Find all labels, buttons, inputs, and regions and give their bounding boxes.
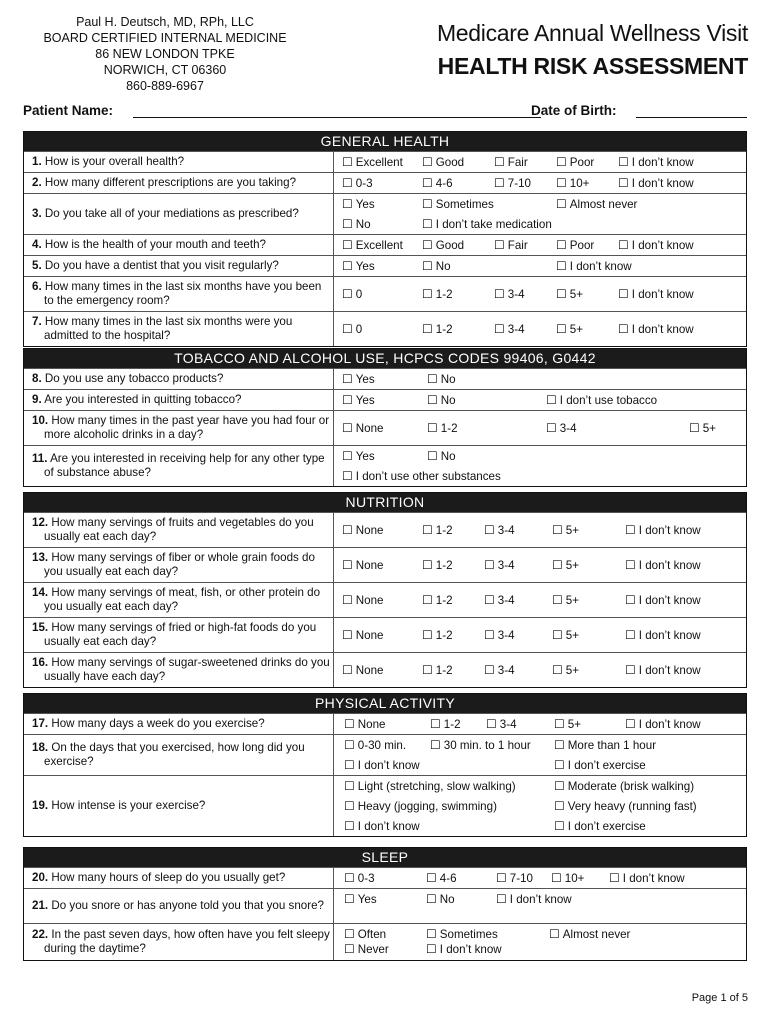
checkbox-option[interactable]: ☐ I don’t know [625, 717, 701, 732]
question-row: 1. How is your overall health? ☐ Excellent ☐ Good ☐ Fair ☐ Poor ☐ I don’t know [24, 151, 746, 172]
dob-field[interactable] [636, 117, 747, 118]
checkbox-option[interactable]: ☐ I don’t take medication [422, 217, 552, 232]
checkbox-option[interactable]: ☐ 5+ [689, 421, 716, 436]
checkbox-option[interactable]: ☐ Sometimes [422, 197, 494, 212]
checkbox-option[interactable]: ☐ 1-2 [422, 663, 453, 678]
question-row: 2. How many different prescriptions are you taking? ☐ 0-3 ☐ 4-6 ☐ 7-10 ☐ 10+ ☐ I don’t know [24, 172, 746, 193]
checkbox-option[interactable]: ☐ No [427, 372, 456, 387]
checkbox-option[interactable]: ☐ I don’t know [618, 322, 694, 337]
checkbox-option[interactable]: ☐ 3-4 [484, 663, 515, 678]
checkbox-option[interactable]: ☐ 7-10 [496, 871, 533, 886]
checkbox-option[interactable]: ☐ Excellent [342, 238, 403, 253]
checkbox-option[interactable]: ☐ 3-4 [484, 523, 515, 538]
checkbox-option[interactable]: ☐ 7-10 [494, 176, 531, 191]
section-general-health [23, 131, 747, 347]
checkbox-option[interactable]: ☐ Light (stretching, slow walking) [344, 779, 516, 794]
checkbox-option[interactable]: ☐ 1-2 [427, 421, 458, 436]
practice-address-line1: 86 NEW LONDON TPKE [95, 47, 235, 61]
checkbox-option[interactable]: ☐ I don’t know [344, 819, 420, 834]
checkbox-option[interactable]: ☐ I don’t exercise [554, 758, 646, 773]
section-tobacco-alcohol [23, 348, 747, 487]
question-row: 17. How many days a week do you exercise? ☐ None ☐ 1-2 ☐ 3-4 ☐ 5+ ☐ I don’t know [24, 713, 746, 734]
question-row: 9. Are you interested in quitting tobacco? ☐ Yes ☐ No ☐ I don’t use tobacco [24, 389, 746, 410]
checkbox-option[interactable]: ☐ 1-2 [422, 322, 453, 337]
question-row: 21. Do you snore or has anyone told you that you snore? ☐ Yes ☐ No ☐ I don’t know [24, 888, 746, 923]
form-title: Medicare Annual Wellness Visit [436, 20, 748, 46]
checkbox-option[interactable]: ☐ 5+ [552, 628, 579, 643]
practice-phone: 860-889-6967 [126, 79, 204, 93]
section-sleep [23, 847, 747, 961]
checkbox-option[interactable]: ☐ 3-4 [484, 558, 515, 573]
question-row: 19. How intense is your exercise? ☐ Light (stretching, slow walking) ☐ Moderate (brisk walking) ☐ Heavy (jogging, swimming) ☐ Very heavy (running fast) ☐ I don’t know ☐ I don’t exercise [24, 775, 746, 836]
question-row: 11. Are you interested in receiving help for any other type of substance abuse? ☐ Yes ☐ No ☐ I don’t use other substances [24, 445, 746, 486]
question-row: 13. How many servings of fiber or whole grain foods do you usually eat each day? ☐ None ☐ 1-2 ☐ 3-4 ☐ 5+ ☐ I don’t know [24, 547, 746, 582]
practice-name: Paul H. Deutsch, MD, RPh, LLC [76, 15, 254, 29]
section-header: GENERAL HEALTH [24, 132, 746, 151]
checkbox-option[interactable]: ☐ Poor [556, 155, 594, 170]
checkbox-option[interactable]: ☐ 3-4 [486, 717, 517, 732]
checkbox-option[interactable]: ☐ Yes [342, 197, 375, 212]
checkbox-option[interactable]: ☐ None [342, 663, 383, 678]
section-header: PHYSICAL ACTIVITY [24, 694, 746, 713]
question-row: 5. Do you have a dentist that you visit regularly? ☐ Yes ☐ No ☐ I don’t know [24, 255, 746, 276]
checkbox-option[interactable]: ☐ 0-3 [342, 176, 373, 191]
checkbox-option[interactable]: ☐ Almost never [549, 927, 630, 942]
checkbox-option[interactable]: ☐ 5+ [556, 287, 583, 302]
checkbox-option[interactable]: ☐ 5+ [556, 322, 583, 337]
checkbox-option[interactable]: ☐ None [344, 717, 385, 732]
question-row: 6. How many times in the last six months have you been to the emergency room? ☐ 0 ☐ 1-2 ☐ 3-4 ☐ 5+ ☐ I don’t know [24, 276, 746, 311]
checkbox-option[interactable]: ☐ 5+ [552, 558, 579, 573]
checkbox-option[interactable]: ☐ I don’t know [618, 176, 694, 191]
checkbox-option[interactable]: ☐ 3-4 [494, 322, 525, 337]
checkbox-option[interactable]: ☐ 1-2 [430, 717, 461, 732]
checkbox-option[interactable]: ☐ Excellent [342, 155, 403, 170]
checkbox-option[interactable]: ☐ None [342, 523, 383, 538]
question-row: 16. How many servings of sugar-sweetened drinks do you usually have each day? ☐ None ☐ 1-2 ☐ 3-4 ☐ 5+ ☐ I don’t know [24, 652, 746, 687]
checkbox-option[interactable]: ☐ Moderate (brisk walking) [554, 779, 694, 794]
checkbox-option[interactable]: ☐ 3-4 [484, 593, 515, 608]
practice-info [0, 14, 330, 94]
section-header: NUTRITION [24, 493, 746, 512]
checkbox-option[interactable]: ☐ 0 [342, 322, 362, 337]
checkbox-option[interactable]: ☐ Yes [342, 393, 375, 408]
checkbox-option[interactable]: ☐ 5+ [554, 717, 581, 732]
checkbox-option[interactable]: ☐ 0-30 min. [344, 738, 406, 753]
checkbox-option[interactable]: ☐ I don’t know [625, 558, 701, 573]
checkbox-option[interactable]: ☐ 10+ [556, 176, 589, 191]
checkbox-option[interactable]: ☐ I don’t know [344, 758, 420, 773]
checkbox-option[interactable]: ☐ I don’t know [618, 287, 694, 302]
checkbox-option[interactable]: ☐ Fair [494, 238, 528, 253]
checkbox-option[interactable]: ☐ 5+ [552, 593, 579, 608]
checkbox-option[interactable]: ☐ None [342, 593, 383, 608]
checkbox-option[interactable]: ☐ 1-2 [422, 287, 453, 302]
checkbox-option[interactable]: ☐ I don’t know [625, 628, 701, 643]
checkbox-option[interactable]: ☐ 3-4 [484, 628, 515, 643]
question-row: 12. How many servings of fruits and vegetables do you usually eat each day? ☐ None ☐ 1-2 ☐ 3-4 ☐ 5+ ☐ I don’t know [24, 512, 746, 547]
patient-name-label: Patient Name: [23, 103, 114, 118]
checkbox-option[interactable]: ☐ 30 min. to 1 hour [430, 738, 531, 753]
checkbox-option[interactable]: ☐ Often [344, 927, 386, 942]
question-row: 20. How many hours of sleep do you usually get? ☐ 0-3 ☐ 4-6 ☐ 7-10 ☐ 10+ ☐ I don’t know [24, 867, 746, 888]
checkbox-option[interactable]: ☐ I don’t use tobacco [546, 393, 657, 408]
checkbox-option[interactable]: ☐ I don’t know [496, 892, 572, 907]
checkbox-option[interactable]: ☐ I don’t know [609, 871, 685, 886]
checkbox-option[interactable]: ☐ 4-6 [422, 176, 453, 191]
practice-address-line2: NORWICH, CT 06360 [103, 63, 227, 77]
checkbox-option[interactable]: ☐ 5+ [552, 523, 579, 538]
checkbox-option[interactable]: ☐ Never [344, 942, 389, 957]
checkbox-option[interactable]: ☐ I don’t know [426, 942, 502, 957]
checkbox-option[interactable]: ☐ Yes [342, 259, 375, 274]
checkbox-option[interactable]: ☐ No [427, 449, 456, 464]
patient-info-line [23, 103, 747, 123]
checkbox-option[interactable]: ☐ Yes [342, 449, 375, 464]
question-row: 15. How many servings of fried or high-fat foods do you usually eat each day? ☐ None ☐ 1-2 ☐ 3-4 ☐ 5+ ☐ I don’t know [24, 617, 746, 652]
checkbox-option[interactable]: ☐ Poor [556, 238, 594, 253]
checkbox-option[interactable]: ☐ I don’t know [618, 155, 694, 170]
checkbox-option[interactable]: ☐ None [342, 628, 383, 643]
practice-specialty: BOARD CERTIFIED INTERNAL MEDICINE [43, 31, 287, 45]
checkbox-option[interactable]: ☐ I don’t exercise [554, 819, 646, 834]
checkbox-option[interactable]: ☐ I don’t know [618, 238, 694, 253]
checkbox-option[interactable]: ☐ 4-6 [426, 871, 457, 886]
question-row: 7. How many times in the last six months were you admitted to the hospital? ☐ 0 ☐ 1-2 ☐ 3-4 ☐ 5+ ☐ I don’t know [24, 311, 746, 346]
checkbox-option[interactable]: ☐ More than 1 hour [554, 738, 656, 753]
checkbox-option[interactable]: ☐ Fair [494, 155, 528, 170]
checkbox-option[interactable]: ☐ 3-4 [494, 287, 525, 302]
checkbox-option[interactable]: ☐ 1-2 [422, 558, 453, 573]
checkbox-option[interactable]: ☐ 3-4 [546, 421, 577, 436]
checkbox-option[interactable]: ☐ Yes [344, 892, 377, 907]
checkbox-option[interactable]: ☐ Good [422, 155, 464, 170]
checkbox-option[interactable]: ☐ Sometimes [426, 927, 498, 942]
checkbox-option[interactable]: ☐ 1-2 [422, 593, 453, 608]
section-header: SLEEP [24, 848, 746, 867]
checkbox-option[interactable]: ☐ 1-2 [422, 628, 453, 643]
section-nutrition [23, 492, 747, 688]
checkbox-option[interactable]: ☐ 0 [342, 287, 362, 302]
checkbox-option[interactable]: ☐ No [427, 393, 456, 408]
checkbox-option[interactable]: ☐ Very heavy (running fast) [554, 799, 697, 814]
checkbox-option[interactable]: ☐ I don’t use other substances [342, 469, 501, 484]
form-subtitle: HEALTH RISK ASSESSMENT [437, 53, 748, 79]
checkbox-option[interactable]: ☐ I don’t know [625, 593, 701, 608]
checkbox-option[interactable]: ☐ Good [422, 238, 464, 253]
checkbox-option[interactable]: ☐ I don’t know [625, 663, 701, 678]
checkbox-option[interactable]: ☐ 1-2 [422, 523, 453, 538]
page-number: Page 1 of 5 [691, 992, 748, 1004]
checkbox-option[interactable]: ☐ I don’t know [625, 523, 701, 538]
section-physical-activity [23, 693, 747, 837]
checkbox-option[interactable]: ☐ No [342, 217, 371, 232]
question-row: 18. On the days that you exercised, how long did you exercise? ☐ 0-30 min. ☐ 30 min. to 1 hour ☐ More than 1 hour ☐ I don’t know ☐ I don’t exercise [24, 734, 746, 775]
dob-label: Date of Birth: [531, 103, 617, 118]
question-row: 3. Do you take all of your mediations as prescribed? ☐ Yes ☐ Sometimes ☐ Almost never ☐ No ☐ I don’t take medication [24, 193, 746, 234]
checkbox-option[interactable]: ☐ 0-3 [344, 871, 375, 886]
checkbox-option[interactable]: ☐ None [342, 421, 383, 436]
patient-name-field[interactable] [133, 117, 541, 118]
section-header: TOBACCO AND ALCOHOL USE, HCPCS CODES 99406, G0442 [24, 349, 746, 368]
question-row: 4. How is the health of your mouth and teeth? ☐ Excellent ☐ Good ☐ Fair ☐ Poor ☐ I don’t know [24, 234, 746, 255]
checkbox-option[interactable]: ☐ 5+ [552, 663, 579, 678]
question-row: 8. Do you use any tobacco products? ☐ Yes ☐ No [24, 368, 746, 389]
checkbox-option[interactable]: ☐ Yes [342, 372, 375, 387]
question-row: 14. How many servings of meat, fish, or other protein do you usually eat each day? ☐ None ☐ 1-2 ☐ 3-4 ☐ 5+ ☐ I don’t know [24, 582, 746, 617]
question-row: 22. In the past seven days, how often have you felt sleepy during the daytime? ☐ Often ☐ Sometimes ☐ Almost never ☐ Never ☐ I don’t know [24, 923, 746, 960]
checkbox-option[interactable]: ☐ Almost never [556, 197, 637, 212]
checkbox-option[interactable]: ☐ None [342, 558, 383, 573]
checkbox-option[interactable]: ☐ No [422, 259, 451, 274]
checkbox-option[interactable]: ☐ I don’t know [556, 259, 632, 274]
checkbox-option[interactable]: ☐ No [426, 892, 455, 907]
checkbox-option[interactable]: ☐ Heavy (jogging, swimming) [344, 799, 497, 814]
checkbox-option[interactable]: ☐ 10+ [551, 871, 584, 886]
question-row: 10. How many times in the past year have you had four or more alcoholic drinks in a day? ☐ None ☐ 1-2 ☐ 3-4 ☐ 5+ [24, 410, 746, 445]
